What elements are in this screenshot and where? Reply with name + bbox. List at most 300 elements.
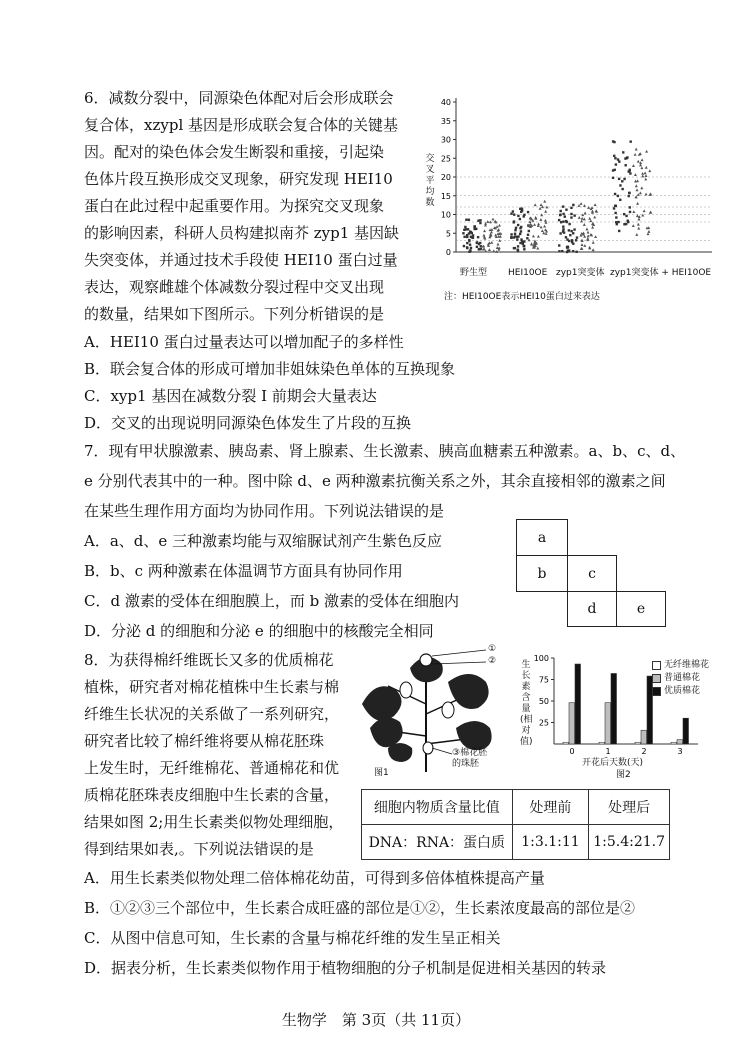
data-point bbox=[623, 213, 625, 215]
data-point bbox=[527, 234, 529, 236]
q8-stem-line: 研究者比较了棉纤维将要从棉花胚珠 bbox=[84, 732, 325, 750]
bar bbox=[683, 718, 689, 744]
data-point bbox=[584, 212, 587, 215]
data-point bbox=[628, 192, 630, 194]
q7-stem-line: e 分别代表其中的一种。图中除 d、e 两种激素抗衡关系之外，其余直接相邻的激素之间 bbox=[84, 472, 666, 490]
hormone-box-d: d bbox=[567, 591, 617, 627]
data-point bbox=[479, 242, 481, 244]
y-tick-label: 100 bbox=[533, 654, 549, 663]
data-point bbox=[492, 249, 495, 252]
data-point bbox=[513, 220, 515, 222]
data-point bbox=[587, 231, 590, 234]
q6-option-b: B．联会复合体的形成可增加非姐妹染色单体的互换现象 bbox=[84, 360, 456, 378]
y-tick-label: 25 bbox=[440, 154, 451, 164]
q8-stem-line: 8．为获得棉纤维既长又多的优质棉花 bbox=[84, 651, 334, 669]
data-point bbox=[583, 204, 586, 207]
q7-stem-line: 7．现有甲状腺激素、胰岛素、肾上腺素、生长激素、胰高血糖素五种激素。a、b、c、d、 bbox=[84, 442, 686, 460]
data-point bbox=[581, 217, 584, 220]
x-tick-label: 1 bbox=[605, 747, 611, 756]
data-point bbox=[575, 251, 577, 253]
q8-stem-line: 得到结果如表,。下列说法错误的是 bbox=[84, 840, 314, 858]
q8-stem-line: 质棉花胚珠表皮细胞中生长素的含量， bbox=[84, 786, 340, 804]
x-tick-label: 3 bbox=[677, 747, 683, 756]
data-point bbox=[615, 216, 617, 218]
data-point bbox=[519, 233, 521, 235]
data-point bbox=[637, 160, 640, 163]
data-point bbox=[540, 213, 543, 216]
data-point bbox=[621, 188, 623, 190]
bar bbox=[563, 742, 569, 744]
hormone-box-a: a bbox=[516, 519, 568, 556]
data-point bbox=[466, 246, 468, 248]
data-point bbox=[567, 246, 569, 248]
data-point bbox=[466, 235, 468, 237]
data-point bbox=[510, 236, 512, 238]
data-point bbox=[615, 221, 617, 223]
data-point bbox=[469, 244, 471, 246]
data-point bbox=[566, 238, 568, 240]
data-point bbox=[559, 213, 561, 215]
data-point bbox=[529, 223, 532, 226]
data-point bbox=[514, 233, 516, 235]
data-point bbox=[632, 210, 635, 213]
data-point bbox=[530, 243, 533, 246]
data-point bbox=[491, 218, 494, 221]
q6-stem-line: 复合体，xzypl 基因是形成联会复合体的关键基 bbox=[84, 116, 399, 134]
table-cell: 1:3.1:11 bbox=[512, 825, 589, 860]
table-header-cell: 细胞内物质含量比值 bbox=[362, 790, 513, 825]
q6-group-label: 野生型 bbox=[460, 268, 488, 278]
data-point bbox=[595, 209, 598, 212]
data-point bbox=[523, 214, 525, 216]
data-point bbox=[470, 231, 472, 233]
data-point bbox=[580, 202, 583, 205]
data-point bbox=[629, 172, 631, 174]
data-point bbox=[498, 246, 501, 249]
data-point bbox=[640, 166, 643, 169]
data-point bbox=[629, 211, 631, 213]
hormone-box-e: e bbox=[616, 591, 666, 627]
y-tick-label: 40 bbox=[440, 98, 451, 107]
data-point bbox=[587, 206, 590, 209]
data-point bbox=[618, 178, 620, 180]
data-point bbox=[648, 169, 651, 172]
data-point bbox=[624, 157, 626, 159]
data-point bbox=[568, 249, 570, 251]
data-point bbox=[558, 250, 560, 252]
data-point bbox=[498, 224, 501, 227]
data-point bbox=[462, 232, 464, 234]
data-point bbox=[463, 245, 465, 247]
data-point bbox=[621, 180, 623, 182]
bar bbox=[611, 673, 617, 744]
q6-stem-line: 失突变体，并通过技术手段使 HEI10 蛋白过量 bbox=[84, 251, 398, 269]
data-point bbox=[622, 151, 624, 153]
q7-option-b: B．b、c 两种激素在体温调节方面具有协同作用 bbox=[84, 562, 403, 580]
data-point bbox=[618, 160, 620, 162]
data-point bbox=[617, 195, 619, 197]
y-tick-label: 10 bbox=[440, 210, 451, 220]
q8-figure-1 bbox=[352, 644, 508, 780]
data-point bbox=[537, 235, 540, 238]
data-point bbox=[647, 226, 650, 229]
data-point bbox=[625, 223, 627, 225]
q6-figure bbox=[420, 92, 720, 310]
q8-option-a: A．用生长素类似物处理二倍体棉花幼苗，可得到多倍体植株提高产量 bbox=[84, 869, 545, 887]
q8-table bbox=[361, 789, 670, 860]
data-point bbox=[480, 248, 482, 250]
data-point bbox=[516, 238, 518, 240]
data-point bbox=[517, 224, 519, 226]
data-point bbox=[558, 219, 560, 221]
data-point bbox=[647, 230, 650, 233]
data-point bbox=[580, 239, 583, 242]
data-point bbox=[619, 199, 621, 201]
y-tick-label: 35 bbox=[440, 116, 451, 126]
fig2-caption: 图2 bbox=[616, 770, 631, 780]
q6-stem-line: 色体片段互换形成交叉现象，研究发现 HEI10 bbox=[84, 170, 393, 188]
legend-label: 普通棉花 bbox=[664, 673, 701, 683]
data-point bbox=[570, 230, 572, 232]
data-point bbox=[562, 228, 564, 230]
data-point bbox=[635, 184, 638, 187]
data-point bbox=[488, 241, 491, 244]
q6-stem-line: 的影响因素，科研人员构建拟南芥 zyp1 基因缺 bbox=[84, 224, 400, 242]
data-point bbox=[614, 212, 616, 214]
data-point bbox=[617, 221, 619, 223]
data-point bbox=[649, 192, 652, 195]
data-point bbox=[612, 169, 614, 171]
fig1-caption: 图1 bbox=[374, 768, 389, 778]
q6-stem-line: 的数量，结果如下图所示。下列分析错误的是 bbox=[84, 305, 385, 323]
data-point bbox=[513, 236, 515, 238]
data-point bbox=[632, 164, 635, 167]
y-tick-label: 75 bbox=[538, 675, 549, 685]
data-point bbox=[521, 240, 523, 242]
y-tick-label: 30 bbox=[440, 135, 451, 145]
legend-label: 无纤维棉花 bbox=[664, 660, 710, 670]
data-point bbox=[569, 234, 571, 236]
y-tick-label: 0 bbox=[445, 248, 451, 257]
data-point bbox=[591, 226, 594, 229]
table-header-cell: 处理后 bbox=[589, 790, 670, 825]
data-point bbox=[565, 209, 567, 211]
data-point bbox=[568, 229, 570, 231]
data-point bbox=[517, 245, 519, 247]
legend-item bbox=[652, 673, 709, 684]
data-point bbox=[543, 225, 546, 228]
data-point bbox=[619, 184, 621, 186]
fig2-legend bbox=[652, 660, 709, 697]
data-point bbox=[523, 248, 525, 250]
data-point bbox=[470, 236, 472, 238]
data-point bbox=[629, 206, 631, 208]
hormone-box-c: c bbox=[567, 555, 617, 592]
x-tick-label: 0 bbox=[569, 747, 575, 756]
data-point bbox=[475, 228, 477, 230]
data-point bbox=[634, 180, 637, 183]
y-tick-label: 25 bbox=[538, 718, 549, 728]
data-point bbox=[510, 213, 512, 215]
data-point bbox=[637, 223, 640, 226]
data-point bbox=[496, 243, 499, 246]
data-point bbox=[564, 215, 566, 217]
data-point bbox=[543, 200, 546, 203]
legend-label: 优质棉花 bbox=[664, 686, 701, 696]
data-point bbox=[585, 228, 588, 231]
data-point bbox=[522, 243, 524, 245]
data-point bbox=[613, 155, 615, 157]
data-point bbox=[558, 244, 560, 246]
data-point bbox=[544, 210, 547, 213]
q6-option-a: A．HEI10 蛋白过量表达可以增加配子的多样性 bbox=[84, 333, 404, 351]
data-point bbox=[635, 148, 638, 151]
data-point bbox=[519, 218, 521, 220]
data-point bbox=[634, 153, 637, 156]
data-point bbox=[533, 223, 536, 226]
legend-item bbox=[652, 686, 709, 697]
data-point bbox=[467, 228, 469, 230]
data-point bbox=[645, 166, 648, 169]
data-point bbox=[644, 171, 647, 174]
legend-swatch bbox=[652, 674, 661, 683]
q8-stem-line: 结果如图 2;用生长素类似物处理细胞， bbox=[84, 813, 344, 831]
data-point bbox=[514, 229, 516, 231]
data-point bbox=[562, 225, 564, 227]
q6-stem-line: 表达，观察雌雄个体减数分裂过程中交叉出现 bbox=[84, 278, 385, 296]
table-row bbox=[362, 825, 670, 860]
data-point bbox=[476, 242, 478, 244]
data-point bbox=[540, 226, 543, 229]
data-point bbox=[532, 235, 535, 238]
data-point bbox=[515, 227, 517, 229]
q6-stem-line: 因。配对的染色体会发生断裂和重接，引起染 bbox=[84, 143, 385, 161]
data-point bbox=[572, 204, 574, 206]
q6-group-label: zyp1突变体 + HEI10OE bbox=[610, 268, 712, 278]
data-point bbox=[635, 233, 638, 236]
table-header-row bbox=[362, 790, 670, 825]
data-point bbox=[520, 238, 522, 240]
data-point bbox=[498, 239, 501, 242]
data-point bbox=[641, 158, 644, 161]
q6-ylabel: 交叉平均数 bbox=[425, 154, 435, 208]
data-point bbox=[560, 221, 562, 223]
data-point bbox=[477, 236, 479, 238]
data-point bbox=[618, 230, 620, 232]
data-point bbox=[480, 245, 482, 247]
q6-figure-note: 注：HEI10OE表示HEI10蛋白过来表达 bbox=[444, 292, 600, 302]
table-header-cell: 处理前 bbox=[512, 790, 589, 825]
q6-stem-line: 6．减数分裂中，同源染色体配对后会形成联会 bbox=[84, 89, 394, 107]
bar bbox=[605, 703, 611, 744]
q7-option-c: C．d 激素的受体在细胞膜上，而 b 激素的受体在细胞内 bbox=[84, 592, 459, 610]
legend-item bbox=[652, 660, 709, 671]
data-point bbox=[539, 207, 542, 210]
y-tick-label: 20 bbox=[440, 173, 451, 182]
data-point bbox=[613, 207, 615, 209]
data-point bbox=[639, 161, 642, 164]
data-point bbox=[573, 228, 575, 230]
data-point bbox=[463, 236, 465, 238]
data-point bbox=[517, 249, 519, 251]
data-point bbox=[614, 193, 616, 195]
data-point bbox=[645, 174, 648, 177]
data-point bbox=[572, 243, 574, 245]
data-point bbox=[587, 234, 590, 237]
data-point bbox=[464, 226, 466, 228]
data-point bbox=[594, 235, 597, 238]
data-point bbox=[510, 233, 512, 235]
data-point bbox=[544, 219, 547, 222]
page-footer: 生物学 第 3页（共 11页） bbox=[281, 1011, 471, 1029]
data-point bbox=[465, 219, 467, 221]
data-point bbox=[570, 207, 572, 209]
plant-label-3: ③棉花胚的珠胚 bbox=[452, 748, 488, 769]
data-point bbox=[512, 210, 514, 212]
data-point bbox=[536, 247, 539, 250]
data-point bbox=[568, 223, 570, 225]
data-point bbox=[644, 178, 647, 181]
data-point bbox=[468, 219, 470, 221]
data-point bbox=[640, 186, 643, 189]
table-cell: DNA：RNA：蛋白质 bbox=[362, 825, 513, 860]
q6-option-d: D．交叉的出现说明同源染色体发生了片段的互换 bbox=[84, 414, 412, 432]
bar bbox=[569, 703, 575, 744]
data-point bbox=[628, 195, 630, 197]
data-point bbox=[637, 227, 640, 230]
data-point bbox=[641, 172, 644, 175]
q7-stem-line: 在某些生理作用方面均为协同作用。下列说法错误的是 bbox=[84, 502, 445, 520]
data-point bbox=[636, 202, 639, 205]
bar bbox=[575, 664, 581, 744]
plant-label-1: ① bbox=[488, 644, 497, 654]
data-point bbox=[534, 203, 537, 206]
y-tick-label: 5 bbox=[445, 229, 451, 239]
data-point bbox=[625, 164, 627, 166]
data-point bbox=[476, 246, 478, 248]
data-point bbox=[519, 227, 521, 229]
data-point bbox=[565, 236, 567, 238]
data-point bbox=[583, 223, 586, 226]
data-point bbox=[540, 203, 543, 206]
data-point bbox=[490, 241, 493, 244]
data-point bbox=[488, 248, 491, 251]
data-point bbox=[570, 216, 572, 218]
data-point bbox=[562, 213, 564, 215]
data-point bbox=[466, 242, 468, 244]
data-point bbox=[630, 140, 632, 142]
data-point bbox=[468, 240, 470, 242]
data-point bbox=[632, 224, 635, 227]
q8-figure-2 bbox=[518, 652, 718, 782]
data-point bbox=[516, 236, 518, 238]
bar bbox=[677, 740, 683, 744]
data-point bbox=[645, 150, 648, 153]
y-tick-label: 15 bbox=[440, 191, 451, 201]
data-point bbox=[520, 230, 522, 232]
data-point bbox=[589, 219, 592, 222]
data-point bbox=[521, 208, 523, 210]
data-point bbox=[562, 220, 564, 222]
data-point bbox=[615, 163, 617, 165]
data-point bbox=[641, 175, 644, 178]
plant-label-2: ② bbox=[488, 656, 497, 666]
data-point bbox=[527, 211, 529, 213]
data-point bbox=[594, 203, 597, 206]
data-point bbox=[528, 230, 530, 232]
data-point bbox=[570, 213, 572, 215]
data-point bbox=[465, 228, 467, 230]
data-point bbox=[636, 188, 639, 191]
data-point bbox=[614, 157, 616, 159]
hormone-box-b: b bbox=[516, 555, 568, 592]
q8-option-d: D．据表分析，生长素类似物作用于植物细胞的分子机制是促进相关基因的转录 bbox=[84, 959, 607, 977]
data-point bbox=[483, 229, 486, 232]
data-point bbox=[592, 248, 595, 251]
data-point bbox=[572, 250, 574, 252]
data-point bbox=[486, 220, 489, 223]
data-point bbox=[563, 231, 565, 233]
data-point bbox=[523, 245, 525, 247]
data-point bbox=[639, 191, 642, 194]
bar bbox=[641, 730, 647, 744]
data-point bbox=[482, 234, 485, 237]
data-point bbox=[629, 169, 631, 171]
q7-option-d: D．分泌 d 的细胞和分泌 e 的细胞中的核酸完全相同 bbox=[84, 622, 434, 640]
data-point bbox=[626, 220, 628, 222]
bar bbox=[599, 742, 605, 744]
data-point bbox=[534, 216, 537, 219]
data-point bbox=[573, 214, 575, 216]
data-point bbox=[473, 226, 475, 228]
legend-swatch bbox=[652, 661, 661, 670]
data-point bbox=[562, 205, 564, 207]
q8-option-b: B．①②③三个部位中，生长素合成旺盛的部位是①②，生长素浓度最高的部位是② bbox=[84, 899, 636, 917]
data-point bbox=[477, 220, 479, 222]
data-point bbox=[583, 244, 586, 247]
data-point bbox=[479, 222, 481, 224]
data-point bbox=[634, 173, 637, 176]
q6-stem-line: 蛋白在此过程中起重要作用。为探究交叉现象 bbox=[84, 197, 385, 215]
data-point bbox=[470, 247, 472, 249]
fig2-xlabel: 开花后天数(天) bbox=[582, 758, 644, 768]
data-point bbox=[623, 178, 625, 180]
data-point bbox=[514, 247, 516, 249]
bar bbox=[635, 742, 641, 744]
data-point bbox=[572, 232, 574, 234]
data-point bbox=[643, 209, 646, 212]
q8-stem-line: 植株，研究者对棉花植株中生长素与棉 bbox=[84, 678, 340, 696]
data-point bbox=[559, 232, 561, 234]
q7-option-a: A．a、d、e 三种激素均能与双缩脲试剂产生紫色反应 bbox=[84, 532, 443, 550]
data-point bbox=[526, 237, 528, 239]
x-tick-label: 2 bbox=[641, 747, 647, 756]
y-tick-label: 50 bbox=[538, 697, 549, 706]
data-point bbox=[513, 213, 515, 215]
data-point bbox=[468, 251, 470, 253]
data-point bbox=[637, 218, 640, 221]
data-point bbox=[539, 218, 542, 221]
data-point bbox=[641, 214, 644, 217]
data-point bbox=[613, 141, 615, 143]
data-point bbox=[612, 177, 614, 179]
data-point bbox=[517, 215, 519, 217]
data-point bbox=[615, 205, 617, 207]
fig2-ylabel: 生长素含量(相对值) bbox=[520, 660, 533, 747]
data-point bbox=[576, 236, 578, 238]
data-point bbox=[617, 158, 619, 160]
bar bbox=[671, 742, 677, 744]
